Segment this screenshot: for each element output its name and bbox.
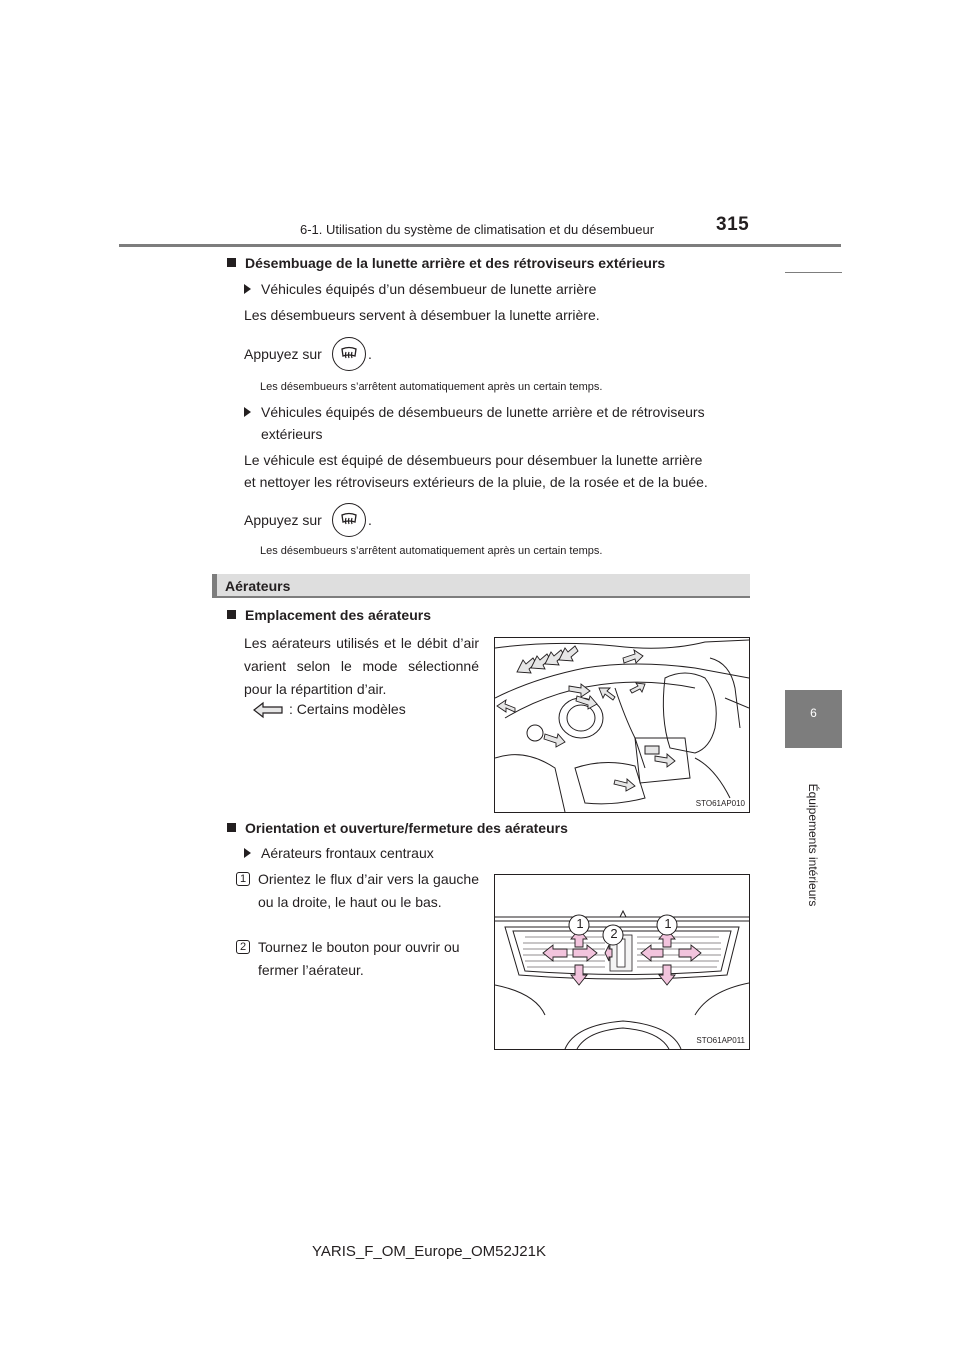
chapter-title-vertical [798, 770, 828, 920]
defog-case2-title-line1-text: Véhicules équipés de désembueurs de lunette arrière et de rétroviseurs [261, 404, 705, 420]
defog-case2-press-end: . [368, 512, 372, 528]
side-rule [785, 272, 842, 273]
callout-1-left: 1 [576, 916, 584, 931]
heading-square-marker [227, 258, 236, 267]
defog-case2-note: Les désembueurs s’arrêtent automatiquement après un certain temps. [260, 545, 603, 557]
legend-text: : Certains modèles [289, 701, 406, 717]
rear-window-defrost-icon [340, 512, 358, 528]
defog-case1-body: Les désembueurs servent à désembuer la lunette arrière. [244, 307, 600, 323]
triangle-bullet-icon [244, 407, 251, 417]
figure-code-2: STO61AP011 [696, 1036, 745, 1045]
vent-location-heading [227, 607, 431, 623]
step-1-text: Orientez le flux d’air vers la gauche ou la droite, le haut ou le bas. [258, 871, 479, 910]
vent-location-body: Les aérateurs utilisés et le débit d’air varient selon le mode sélectionné pour la répartition d’air. [244, 635, 479, 697]
vent-location-figure [494, 637, 750, 813]
chapter-title: Équipements intérieurs [806, 783, 820, 907]
vent-orientation-heading-text: Orientation et ouverture/fermeture des aérateurs [245, 820, 568, 836]
rear-window-defrost-icon [340, 346, 358, 362]
legend-arrow-icon [252, 701, 284, 724]
heading-square-marker [227, 823, 236, 832]
callout-1-right: 1 [664, 916, 672, 931]
defog-case1-note: Les désembueurs s’arrêtent automatiquement après un certain temps. [260, 381, 603, 393]
vent-location-heading-text: Emplacement des aérateurs [245, 607, 431, 623]
step-1-badge: 1 [236, 872, 250, 886]
callout-2: 2 [610, 926, 618, 941]
center-vents-figure [494, 874, 750, 1050]
defog-case1-title-text: Véhicules équipés d’un désembueur de lunette arrière [261, 281, 597, 297]
heading-square-marker [227, 610, 236, 619]
defog-case2-title-line2: extérieurs [261, 426, 323, 442]
vent-orientation-subheading-text: Aérateurs frontaux centraux [261, 845, 434, 861]
defog-case2-body-line1: Le véhicule est équipé de désembueurs pour désembuer la lunette arrière [244, 452, 703, 468]
figure-code-1: STO61AP010 [695, 799, 745, 808]
car-interior-illustration [495, 638, 749, 812]
defog-case2-title-line1 [244, 404, 705, 420]
triangle-bullet-icon [244, 284, 251, 294]
step-2-badge: 2 [236, 940, 250, 954]
defog-case1-press-text: Appuyez sur [244, 346, 322, 362]
section-title: Aérateurs [225, 578, 291, 594]
defog-heading [227, 255, 665, 271]
rear-defogger-button-icon [332, 337, 366, 371]
defog-case2-press-text: Appuyez sur [244, 512, 322, 528]
step-2-text: Tournez le bouton pour ouvrir ou fermer l’aérateur. [258, 939, 460, 978]
center-vents-illustration [495, 875, 749, 1049]
defog-case1-title [244, 281, 596, 297]
rear-defogger-mirror-button-icon [332, 503, 366, 537]
chapter-tab [785, 690, 842, 748]
triangle-bullet-icon [244, 848, 251, 858]
defog-case1-press-end: . [368, 346, 372, 362]
page-number: 315 [716, 214, 750, 235]
footer-document-code: YARIS_F_OM_Europe_OM52J21K [312, 1243, 547, 1260]
running-header: 6-1. Utilisation du système de climatisation et du désembueur [300, 222, 655, 237]
chapter-number: 6 [810, 706, 817, 720]
vent-orientation-subheading [244, 845, 434, 861]
header-rule [119, 244, 841, 247]
defog-heading-text: Désembuage de la lunette arrière et des rétroviseurs extérieurs [245, 255, 666, 271]
section-title-bar [212, 574, 750, 598]
defog-case2-body-line2: et nettoyer les rétroviseurs extérieurs de la pluie, de la rosée et de la buée. [244, 474, 708, 490]
vent-orientation-heading [227, 820, 568, 836]
